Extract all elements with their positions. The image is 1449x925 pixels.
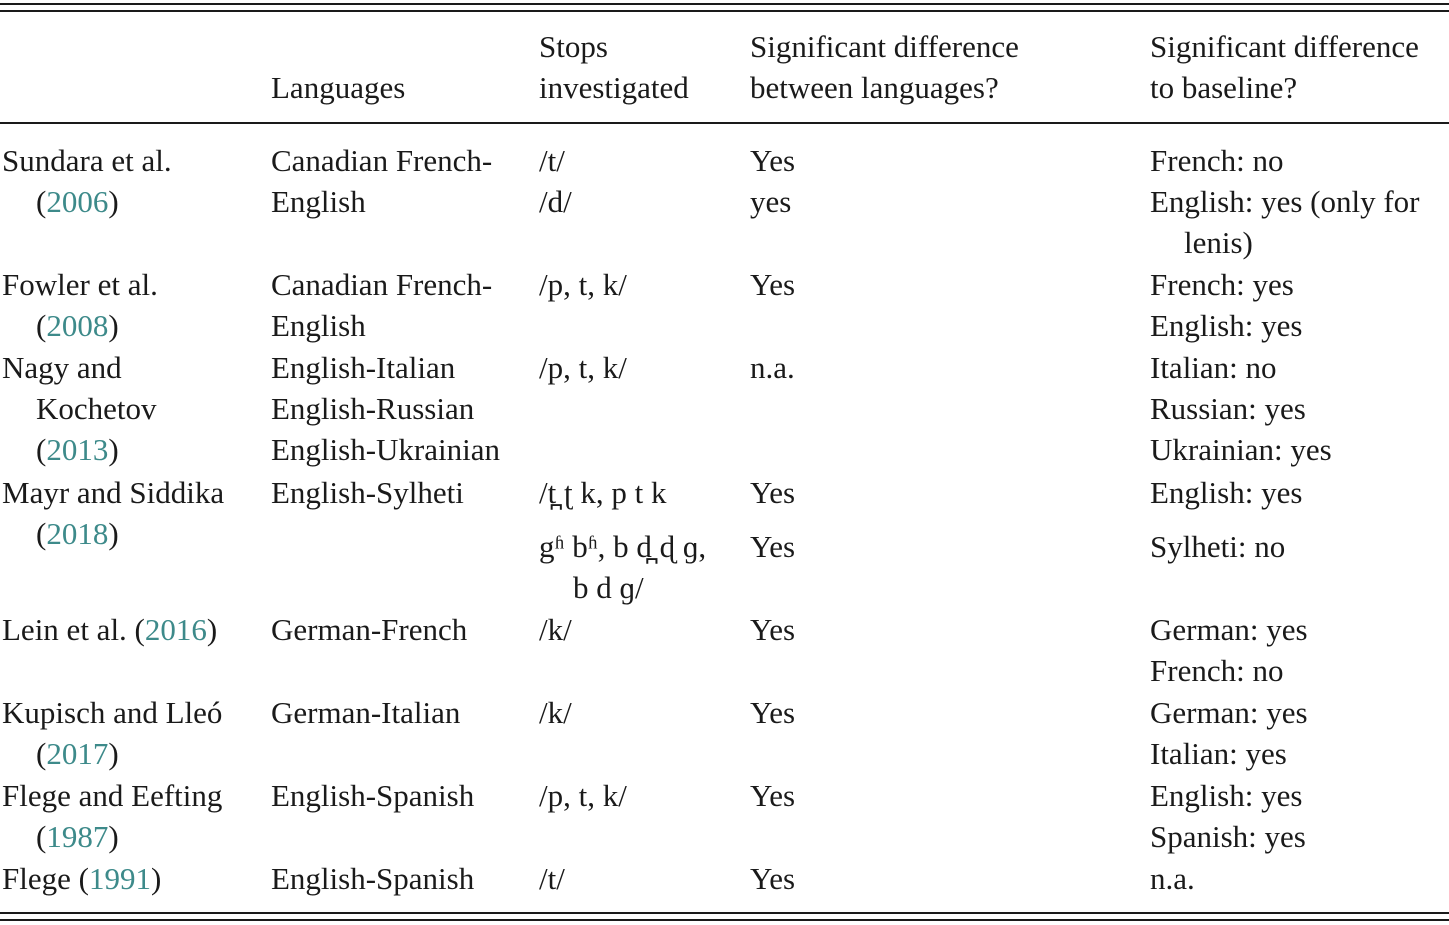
diff-languages-cell: Yes [750, 778, 796, 813]
diff-baseline-cell: French: no English: yes (only for lenis) [1150, 143, 1420, 260]
table-row: Sundara et al. (2006) [2, 140, 172, 222]
header-sig-languages: Significant difference between languages? [750, 29, 1019, 105]
diff-baseline-cell: German: yes Italian: yes [1150, 695, 1308, 771]
diff-languages-cell: Yes [750, 529, 796, 564]
diff-languages-cell: Yes yes [750, 143, 796, 219]
study-name: Nagy and [2, 350, 122, 385]
languages-cell: English-Sylheti [271, 475, 464, 510]
bottom-rule [0, 912, 1449, 914]
stops-cell: /t/ [539, 861, 565, 896]
diff-languages-cell: Yes [750, 475, 796, 510]
table-row: Flege (1991) [2, 861, 162, 896]
diff-languages-cell: Yes [750, 861, 796, 896]
table-row: Flege and Eefting (1987) [2, 775, 222, 857]
citation-link[interactable]: 1991 [88, 861, 151, 896]
diff-baseline-cell: English: yes Spanish: yes [1150, 778, 1306, 854]
stops-cell: /t/ /d/ [539, 143, 572, 219]
table-row: Lein et al. (2016) [2, 612, 218, 647]
header-rule [0, 122, 1449, 124]
diff-languages-cell: Yes [750, 267, 796, 302]
stops-cell: /p, t, k/ [539, 267, 627, 302]
citation-link[interactable]: 2017 [46, 736, 109, 771]
diff-baseline-cell: Sylheti: no [1150, 529, 1286, 564]
languages-cell: English-Spanish [271, 861, 475, 896]
bottom-rule-second [0, 919, 1449, 921]
table-row: Mayr and Siddika (2018) [2, 472, 224, 554]
diff-languages-cell: n.a. [750, 350, 795, 385]
header-languages: Languages [271, 70, 406, 105]
study-name: Fowler et al. [2, 267, 158, 302]
study-name: Flege ( [2, 861, 89, 896]
stops-cell: gʱ bʱ, b d̪ ɖ ɡ, b d ɡ/ [539, 529, 707, 605]
diff-baseline-cell: English: yes [1150, 475, 1303, 510]
table-row: Kupisch and Lleó (2017) [2, 692, 222, 774]
languages-cell: Canadian French- English [271, 267, 493, 343]
languages-cell: German-Italian [271, 695, 461, 730]
stops-cell: /p, t, k/ [539, 778, 627, 813]
study-name: Mayr and Siddika [2, 475, 225, 510]
stops-cell: /p, t, k/ [539, 350, 627, 385]
diff-baseline-cell: Italian: no Russian: yes Ukrainian: yes [1150, 350, 1332, 467]
stops-cell: /k/ [539, 695, 572, 730]
table-row: Fowler et al. (2008) [2, 264, 158, 346]
diff-baseline-cell: n.a. [1150, 861, 1195, 896]
stops-cell: /t̪ ʈ k, p t k [539, 475, 667, 510]
table-row: Nagy and Kochetov (2013) [2, 347, 157, 470]
stops-cell: /k/ [539, 612, 572, 647]
study-name: Sundara et al. [2, 143, 172, 178]
header-stops: Stops investigated [539, 29, 689, 105]
top-rule-second [0, 10, 1449, 12]
languages-cell: Canadian French- English [271, 143, 493, 219]
study-name: Kupisch and Lleó [2, 695, 223, 730]
languages-cell: German-French [271, 612, 468, 647]
header-sig-baseline: Significant difference to baseline? [1150, 29, 1419, 105]
languages-cell: English-Italian English-Russian English-Ukrainian [271, 350, 501, 467]
citation-link[interactable]: 2013 [46, 432, 109, 467]
top-rule [0, 3, 1449, 5]
citation-link[interactable]: 2008 [46, 308, 109, 343]
citation-link[interactable]: 2018 [46, 516, 109, 551]
study-name: Lein et al. ( [2, 612, 145, 647]
diff-languages-cell: Yes [750, 695, 796, 730]
diff-baseline-cell: French: yes English: yes [1150, 267, 1303, 343]
citation-link[interactable]: 1987 [46, 819, 109, 854]
citation-link[interactable]: 2006 [46, 184, 109, 219]
languages-cell: English-Spanish [271, 778, 475, 813]
citation-link[interactable]: 2016 [144, 612, 207, 647]
diff-baseline-cell: German: yes French: no [1150, 612, 1308, 688]
diff-languages-cell: Yes [750, 612, 796, 647]
study-name: Flege and Eefting [2, 778, 223, 813]
